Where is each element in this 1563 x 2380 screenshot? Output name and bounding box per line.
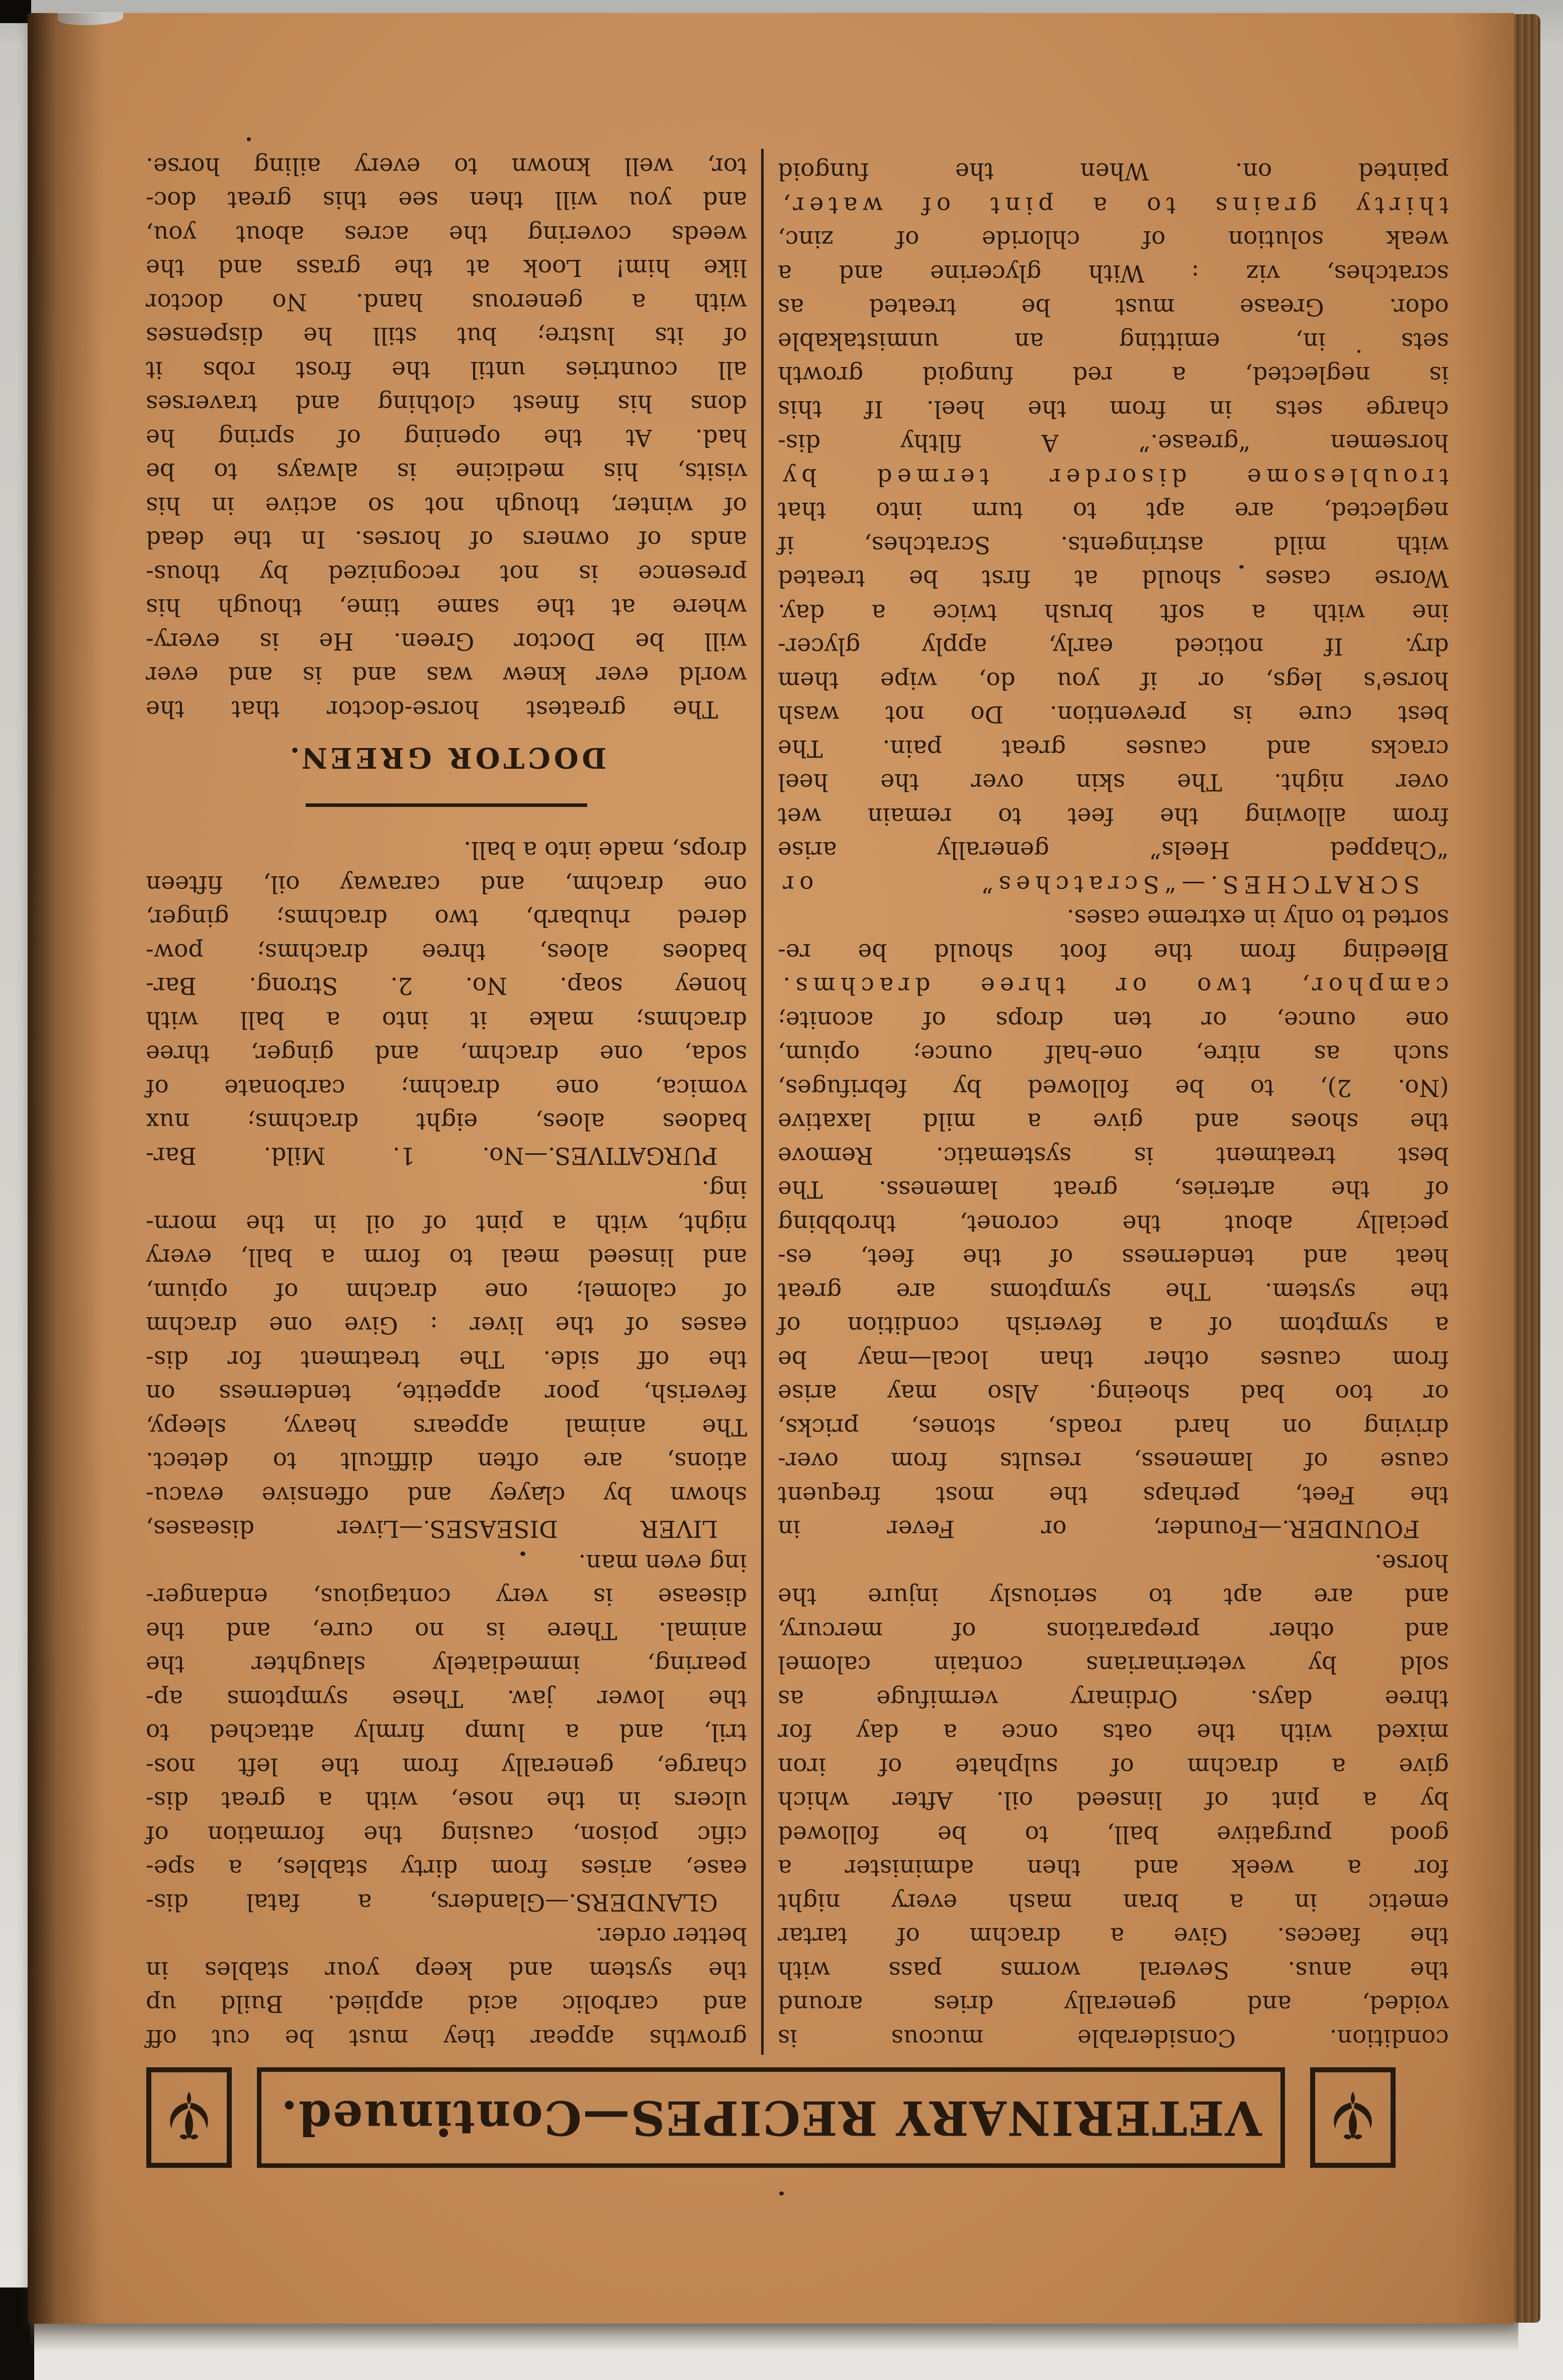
text-line: ands of owners of horses. In the dead [146, 525, 747, 554]
text-line: mixed with the oats once a day for [778, 1718, 1449, 1747]
text-line: Bleeding from the foot should be re- [778, 938, 1449, 966]
paragraph [778, 901, 1449, 1546]
paragraph [778, 154, 1449, 901]
text-line: neglected, are apt to turn into that [778, 497, 1449, 525]
text-line: and other preparations of mercury, [778, 1617, 1449, 1644]
text-line: and are apt to seriously injure the [778, 1583, 1449, 1611]
page-bottom-shadow [30, 2322, 1518, 2352]
text-line: PURGATIVES.—No. 1. Mild. Bar- [146, 1142, 718, 1169]
text-line: one ounce, or ten drops of aconite; [778, 1006, 1449, 1034]
text-line: dry. If noticed early, apply glycer- [778, 632, 1449, 661]
text-line: drops, made into a ball. [464, 836, 747, 864]
text-line: one drachm, and caraway oil, fifteen [146, 870, 747, 898]
text-line: such as nitre, one-half ounce; opium, [778, 1040, 1449, 1068]
header-title-box [257, 2067, 1285, 2168]
text-line: or too bad shoeing. Also may arise [778, 1379, 1449, 1407]
paragraph [146, 833, 747, 1172]
text-line: presence is not recognized by thous- [146, 560, 747, 587]
text-line: feverish, poor appetite, tenderness on [146, 1379, 747, 1407]
text-line: drachms; make it into a ball with [146, 1006, 747, 1034]
fleuron-icon [166, 2088, 212, 2147]
text-line: tor, well known to every ailing horse. [146, 152, 747, 180]
text-line: ease, arises from dirty stables, a spe- [146, 1854, 747, 1882]
text-line: animal. There is no cure, and the [146, 1617, 747, 1644]
text-line: ulcers in the nose, with a great dis- [146, 1786, 747, 1814]
text-line: the system. The symptoms are great [778, 1277, 1449, 1305]
text-line: pearing, immediately slaughter the [146, 1651, 747, 1679]
text-line: badoes aloes, three drachms; pow- [146, 938, 747, 966]
text-line: charge sets in from the heel. If this [778, 395, 1449, 423]
text-line: The greatest horse-doctor that the [146, 695, 718, 723]
scan-black-corner-top [0, 0, 31, 23]
text-line: of winter, though not so active in his [146, 492, 747, 519]
text-line: of calomel; one drachm of opium, [146, 1277, 747, 1305]
text-line: dered rhubarb, two drachms; ginger, [146, 904, 747, 932]
text-line: with a generous hand. No doctor [146, 288, 747, 316]
text-line: by a pint of linseed oil. After which [778, 1786, 1449, 1814]
text-line: voided, and generally dries around [778, 1990, 1449, 2018]
text-line: driving on hard roads, stones, pricks, [778, 1413, 1449, 1441]
text-line: the off side. The treatment for dis- [146, 1345, 747, 1373]
text-line: heat and tenderness of the feet, es- [778, 1243, 1449, 1271]
text-line: eases of the liver : Give one drachm [146, 1311, 747, 1339]
column-right [146, 149, 747, 2055]
text-line: troublesome disorder termed by [778, 463, 1449, 491]
text-line: the shoes and give a mild laxative [778, 1108, 1449, 1136]
text-line: pecially about the coronet, throbbing [778, 1210, 1449, 1237]
text-line: visits, his medicine is always to be [146, 457, 747, 486]
page-title: VETERINARY RECIPES—Continued. [280, 2090, 1262, 2145]
text-line: night, with a pint of oil in the morn- [146, 1210, 747, 1237]
text-line: ing. [701, 1175, 747, 1204]
text-line: ing even man. [578, 1549, 747, 1577]
text-line: sold by veterinarians contain calomel [778, 1651, 1449, 1679]
text-line: ine with a soft brush twice a day. [778, 599, 1449, 626]
text-line: vomica, one drachm; carbonate of [146, 1074, 747, 1102]
text-line: of the arteries, great lameness. The [778, 1175, 1449, 1204]
text-line: The animal appears heavy, sleepy, [146, 1413, 747, 1441]
text-line: of its lustre; but still he dispenses [146, 322, 747, 350]
paragraph [146, 1919, 747, 2055]
page-content-rotated [28, 13, 1514, 2324]
text-line: shown by clayey and offensive evacu- [146, 1481, 747, 1509]
column-divider-rule [761, 149, 764, 2055]
text-line: the anus. Several worms pass with [778, 1956, 1449, 1984]
text-line: sets in, emitting an unmistakable [778, 327, 1449, 355]
text-line: horsemen “grease.” A filthy dis- [778, 429, 1449, 457]
paragraph [778, 1546, 1449, 2055]
text-line: with mild astringents. Scratches, if [778, 531, 1449, 559]
text-line: will be Doctor Green. He is every- [146, 627, 747, 655]
text-line: condition. Considerable mucous is [778, 2024, 1449, 2052]
text-line: from allowing the feet to remain wet [778, 802, 1449, 830]
text-line: a symptom of a feverish condition of [778, 1311, 1449, 1339]
text-line: over night. The skin over the heel [778, 768, 1449, 796]
text-line: the faeces. Give a drachm of tartar [778, 1922, 1449, 1950]
text-line: emetic in a bran mash every night [778, 1888, 1449, 1916]
text-line: like him! Look at the grass and the [146, 254, 747, 282]
text-line: world ever knew was and is and ever [146, 661, 747, 689]
text-line: growths appear they must be cut off [146, 2024, 747, 2052]
section-heading: DOCTOR GREEN. [286, 741, 607, 774]
text-line: the Feet, perhaps the most frequent [778, 1481, 1449, 1509]
text-line: had. At the opening of spring he [146, 424, 747, 451]
column-left [778, 149, 1449, 2055]
page-header [28, 2067, 1514, 2168]
text-line: horse's legs, or if you do, wipe them [778, 667, 1449, 694]
ornament-box-right [146, 2067, 232, 2168]
text-line: the lower jaw. These symptoms ap- [146, 1685, 747, 1712]
text-line: give a drachm of sulphate of iron [778, 1753, 1449, 1780]
text-line: and carbolic acid applied. Build up [146, 1990, 747, 2018]
text-line: horse. [1374, 1549, 1449, 1577]
text-line: three days. Ordinary vermifuge as [778, 1685, 1449, 1712]
text-line: cific poison, causing the formation of [146, 1820, 747, 1848]
text-line: cause of lameness, results from over- [778, 1447, 1449, 1475]
text-line: best cure is prevention. Do not wash [778, 700, 1449, 728]
text-line: all countries until the frost robs it [146, 356, 747, 384]
text-columns [146, 149, 1449, 2055]
text-line: scratches, viz : With glycerine and a [778, 259, 1449, 287]
text-line: the system and keep your stables in [146, 1956, 747, 1984]
text-line: thirty grains to a pint of water, [778, 192, 1449, 219]
text-line: charge, generally from the left nos- [146, 1753, 747, 1780]
text-line: cracks and causes great pain. The [778, 735, 1449, 762]
text-line: tril, and a lump firmly attached to [146, 1718, 747, 1747]
text-line: LIVER DISEASES.—Liver diseases, [146, 1515, 718, 1543]
ornament-box-left [1310, 2067, 1396, 2168]
text-line: and you will then see this great doc- [146, 186, 747, 214]
text-line: is neglected, a red fungoid growth [778, 361, 1449, 389]
text-line: for a week and then administer a [778, 1854, 1449, 1882]
paper-page [28, 13, 1514, 2324]
text-line: sorted to only in extreme cases. [1066, 904, 1449, 932]
text-line: painted on. When the fungoid [778, 157, 1449, 186]
page-stack-deckle-edge [1514, 14, 1540, 2323]
text-line: good purgative ball, to be followed [778, 1820, 1449, 1848]
text-line: badoes aloes, eight drachms; nux [146, 1108, 747, 1136]
text-line: Worse cases should at first be treated [778, 565, 1449, 593]
text-line: honey soap. No. 2. Strong. Bar- [146, 972, 747, 1000]
text-line: better order. [595, 1922, 747, 1950]
text-line: best treatment is systematic. Remove [778, 1142, 1449, 1169]
text-line: weeds covering the acres about you, [146, 220, 747, 248]
text-line: (No. 2), to be followed by febrifuges, [778, 1074, 1449, 1102]
text-line: weak solution of chloride of zinc, [778, 225, 1449, 253]
paragraph [146, 149, 747, 726]
text-line: disease is very contagious, endanger- [146, 1583, 747, 1611]
text-line: dons his finest clothing and traverses [146, 390, 747, 418]
text-line: “Chapped Heels” generally arise [778, 836, 1449, 864]
text-line: odor. Grease must be treated as [778, 293, 1449, 321]
fleuron-icon [1330, 2088, 1376, 2147]
text-line: ations, are often difficult to detect. [146, 1447, 747, 1475]
text-line: soda, one drachm, and ginger, three [146, 1040, 747, 1068]
section-separator-rule [306, 803, 587, 807]
text-line: from causes other than local—may be [778, 1345, 1449, 1373]
text-line: where at the same time, though his [146, 593, 747, 621]
text-line: camphor, two or three drachms. [778, 972, 1449, 1000]
text-line: FOUNDER.—Founder, or Fever in [778, 1515, 1420, 1543]
text-line: SCRATCHES.—“Scratches” or [778, 870, 1420, 898]
paragraph [146, 1546, 747, 1919]
paragraph [146, 1172, 747, 1546]
text-line: and linseed meal to form a ball, every [146, 1243, 747, 1271]
text-line: GLANDERS.—Glanders, a fatal dis- [146, 1888, 718, 1916]
